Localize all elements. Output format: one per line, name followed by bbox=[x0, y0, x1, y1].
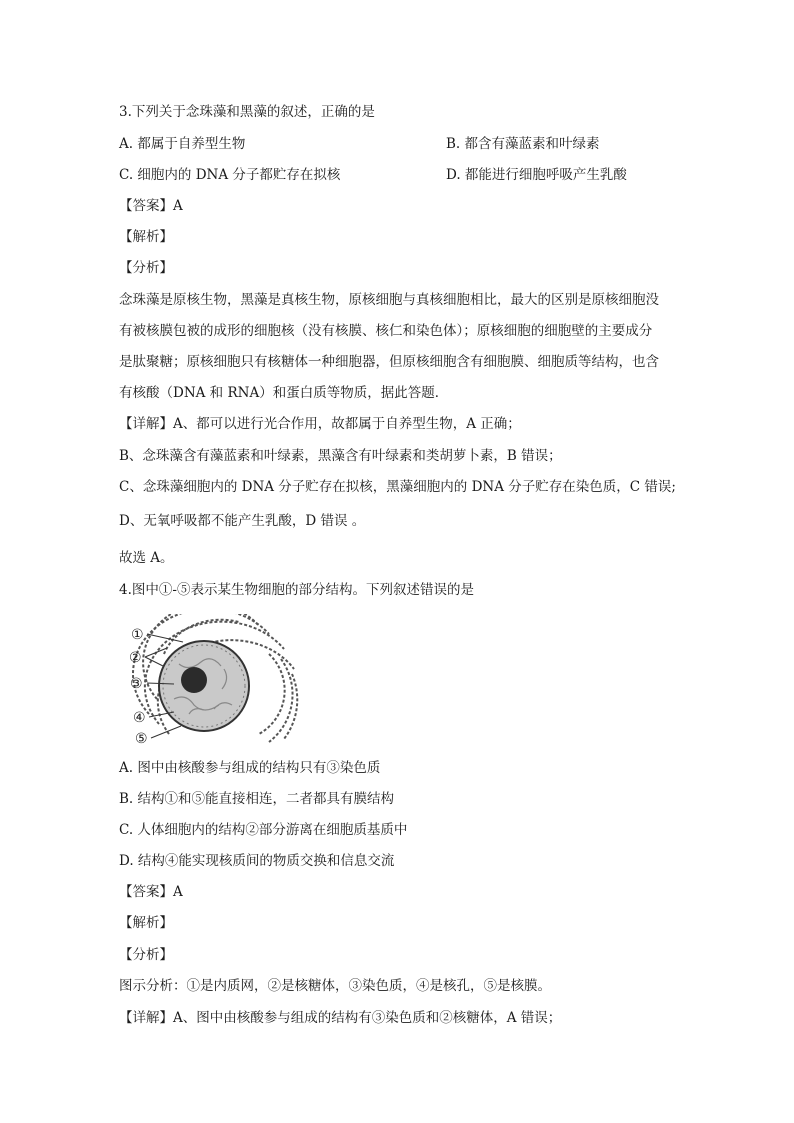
q3-option-c: C. 细胞内的 DNA 分子都贮存在拟核 bbox=[119, 167, 341, 183]
q3-detail-line: B、念珠藻含有藻蓝素和叶绿素，黑藻含有叶绿素和类胡萝卜素，B 错误； bbox=[119, 448, 562, 464]
cell-structure-illustration bbox=[119, 614, 301, 746]
q3-fenxi-line: 有核酸（DNA 和 RNA）和蛋白质等物质，据此答题． bbox=[119, 385, 449, 401]
q4-fenxi-heading: 【分析】 bbox=[119, 947, 173, 963]
q4-fenxi-text: 图示分析：①是内质网，②是核糖体，③染色质，④是核孔，⑤是核膜。 bbox=[119, 978, 551, 994]
q4-answer: 【答案】A bbox=[119, 884, 183, 900]
q3-option-b: B. 都含有藻蓝素和叶绿素 bbox=[446, 136, 600, 152]
label-2: ② bbox=[129, 650, 142, 666]
nucleolus bbox=[181, 667, 207, 693]
label-3: ③ bbox=[130, 676, 143, 692]
q4-option-a: A. 图中由核酸参与组成的结构只有③染色质 bbox=[119, 760, 381, 776]
label-4: ④ bbox=[133, 710, 146, 726]
q4-analysis-heading: 【解析】 bbox=[119, 915, 173, 931]
q3-option-a: A. 都属于自养型生物 bbox=[119, 136, 246, 152]
q3-detail-line: D、无氧呼吸都不能产生乳酸，D 错误 。 bbox=[119, 513, 366, 529]
cell-structure-figure bbox=[119, 614, 301, 746]
q4-detail-text: 【详解】A、图中由核酸参与组成的结构有③染色质和②核糖体，A 错误； bbox=[119, 1010, 562, 1026]
q3-answer: 【答案】A bbox=[119, 198, 183, 214]
q3-detail-line: C、念珠藻细胞内的 DNA 分子贮存在拟核，黑藻细胞内的 DNA 分子贮存在染色质，C 错误; bbox=[119, 479, 676, 495]
q3-analysis-heading: 【解析】 bbox=[119, 229, 173, 245]
q4-option-d: D. 结构④能实现核质间的物质交换和信息交流 bbox=[119, 853, 395, 869]
q3-stem: 3.下列关于念珠藻和黑藻的叙述，正确的是 bbox=[119, 104, 375, 120]
q4-option-c: C. 人体细胞内的结构②部分游离在细胞质基质中 bbox=[119, 822, 408, 838]
q3-conclusion: 故选 A。 bbox=[119, 550, 174, 566]
q3-option-d: D. 都能进行细胞呼吸产生乳酸 bbox=[446, 167, 627, 183]
q3-fenxi-line: 是肽聚糖；原核细胞只有核糖体一种细胞器，但原核细胞含有细胞膜、细胞质等结构，也含 bbox=[119, 354, 659, 370]
label-5: ⑤ bbox=[135, 731, 148, 746]
q3-fenxi-heading: 【分析】 bbox=[119, 260, 173, 276]
q3-fenxi-line: 有被核膜包被的成形的细胞核（没有核膜、核仁和染色体）；原核细胞的细胞壁的主要成分 bbox=[119, 323, 653, 339]
q3-detail-line: 【详解】A、都可以进行光合作用，故都属于自养型生物，A 正确； bbox=[119, 416, 521, 432]
q4-option-b: B. 结构①和⑤能直接相连，二者都具有膜结构 bbox=[119, 791, 395, 807]
q3-fenxi-line: 念珠藻是原核生物，黑藻是真核生物，原核细胞与真核细胞相比，最大的区别是原核细胞没 bbox=[119, 292, 659, 308]
label-1: ① bbox=[131, 627, 144, 643]
q4-stem: 4.图中①-⑤表示某生物细胞的部分结构。下列叙述错误的是 bbox=[119, 582, 474, 598]
